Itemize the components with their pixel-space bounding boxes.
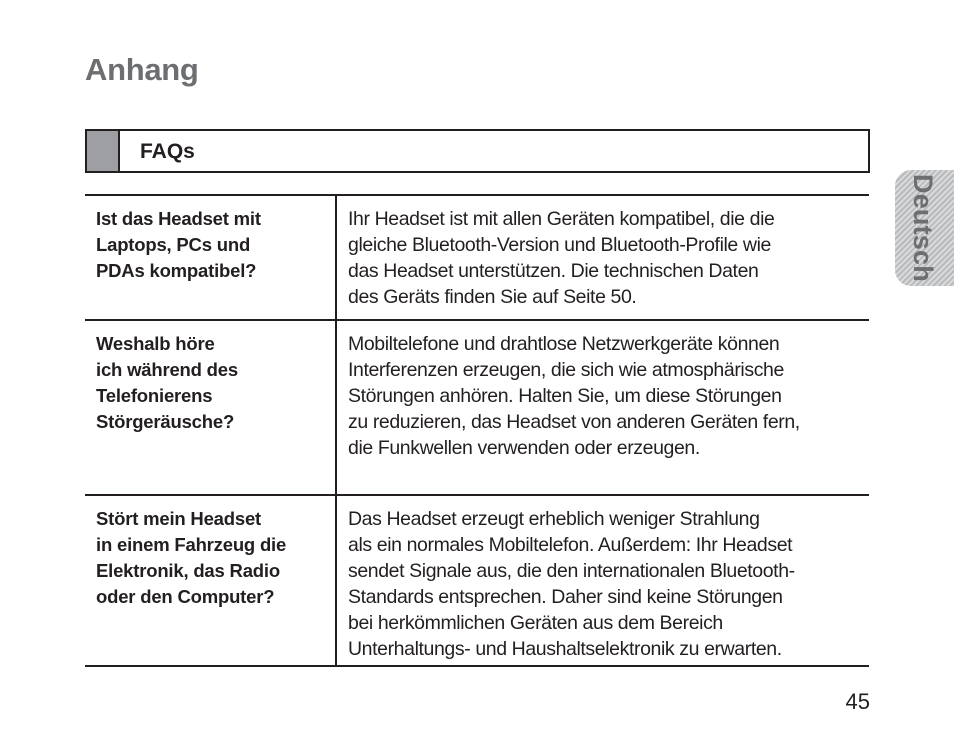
faq-row [85, 321, 869, 496]
faq-answer: Mobiltelefone und drahtlose Netzwerkgeräte können Interferenzen erzeugen, die sich wie atmosphärische Störungen anhören. Halten Sie, um diese Störungen zu reduzieren, das Headset von anderen Geräten fern, die Funkwellen verwenden oder erzeugen. [348, 333, 800, 459]
faq-question: Weshalb höre ich während des Telefonierens Störgeräusche? [85, 321, 337, 494]
page-title: Anhang [85, 52, 199, 87]
section-marker [87, 131, 120, 171]
section-header [85, 129, 870, 173]
faq-question: Ist das Headset mit Laptops, PCs und PDAs kompatibel? [85, 196, 337, 319]
language-tab-label: Deutsch [908, 174, 938, 282]
language-tab [895, 170, 954, 286]
faq-row [85, 496, 869, 667]
faq-answer: Das Headset erzeugt erheblich weniger Strahlung als ein normales Mobiltelefon. Außerdem: Ihr Headset sendet Signale aus, die den internationalen Bluetooth- Standards entsprechen. Daher sind keine Störungen bei herkömmlichen Geräten aus dem Bereich Unterhaltungs- und Haushaltselektronik zu erwarten. [348, 508, 795, 660]
faq-answer: Ihr Headset ist mit allen Geräten kompatibel, die die gleiche Bluetooth-Version und Bluetooth-Profile wie das Headset unterstützen. Die technischen Daten des Geräts finden Sie auf Seite 50. [348, 208, 775, 308]
faq-row [85, 196, 869, 321]
page-number: 45 [845, 689, 870, 714]
section-title: FAQs [140, 140, 195, 163]
faq-table [85, 194, 869, 667]
faq-question: Stört mein Headset in einem Fahrzeug die Elektronik, das Radio oder den Computer? [85, 496, 337, 665]
